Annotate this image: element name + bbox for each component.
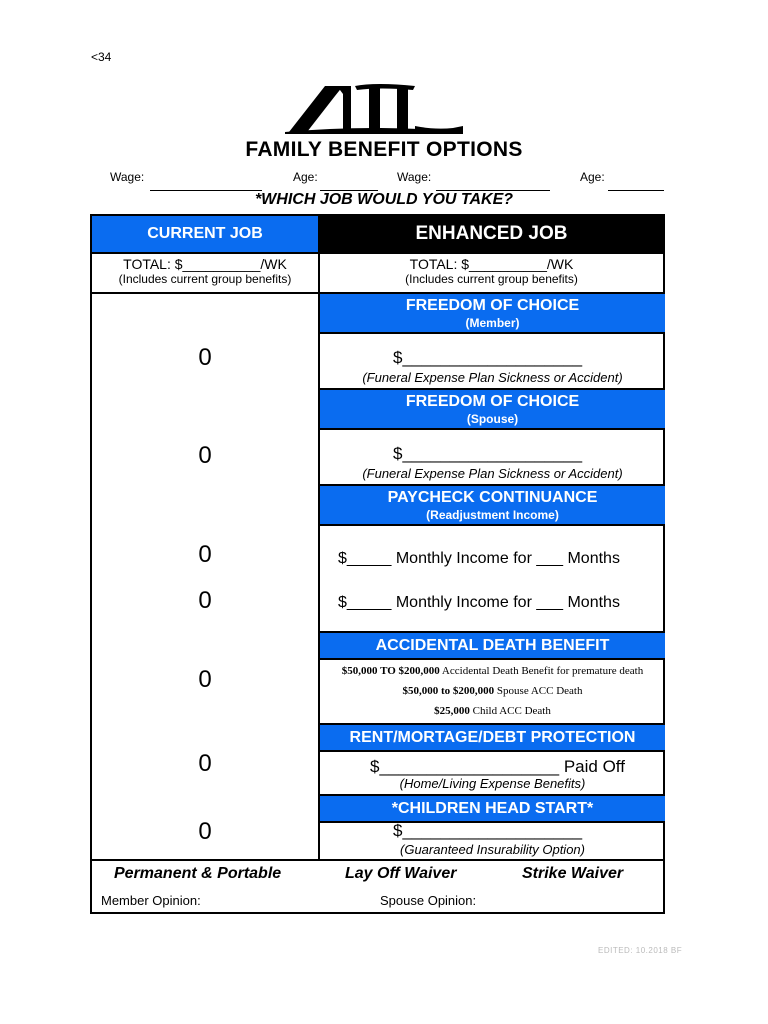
wage-label-2: Wage: — [397, 170, 432, 184]
header-divider — [90, 252, 665, 254]
paycheck-header — [320, 484, 665, 526]
enhanced-total-note: (Includes current group benefits) — [405, 272, 578, 286]
company-logo — [285, 82, 465, 134]
enhanced-total — [320, 257, 663, 287]
foc-spouse-title: FREEDOM OF CHOICE — [405, 393, 580, 410]
foc-spouse-amount-field[interactable]: $___________________ — [393, 444, 583, 463]
accidental-header — [320, 631, 665, 660]
enhanced-total-line: TOTAL: $__________/WK — [409, 256, 574, 272]
footer-divider — [90, 859, 665, 861]
current-total-note: (Includes current group benefits) — [118, 272, 292, 286]
children-note: (Guaranteed Insurability Option) — [400, 842, 585, 857]
rent-note: (Home/Living Expense Benefits) — [399, 776, 586, 791]
paycheck-income-line-2[interactable]: $_____ Monthly Income for ___ Months — [338, 594, 620, 611]
member-opinion-label: Member Opinion: — [101, 893, 201, 908]
permanent-portable-label: Permanent & Portable — [114, 865, 282, 882]
current-total-divider — [90, 292, 320, 294]
strike-waiver-label: Strike Waiver — [522, 865, 624, 882]
paycheck-current-value-2: 0 — [198, 587, 212, 614]
page-title: FAMILY BENEFIT OPTIONS — [245, 138, 523, 161]
rent-header — [320, 723, 665, 752]
children-amount-field[interactable]: $___________________ — [393, 821, 583, 840]
foc-member-header — [320, 292, 665, 334]
spouse-opinion-label: Spouse Opinion: — [380, 893, 477, 908]
foc-spouse-current-value: 0 — [198, 442, 212, 469]
enhanced-job-header: ENHANCED JOB — [320, 216, 663, 252]
accidental-details — [320, 661, 665, 721]
accidental-current-value: 0 — [198, 666, 212, 693]
layoff-waiver-label: Lay Off Waiver — [345, 865, 457, 882]
age-label-2: Age: — [580, 170, 605, 184]
accidental-line-3: $25,000 Child ACC Death — [434, 705, 551, 717]
wage-field-1[interactable] — [150, 173, 262, 191]
rent-current-value: 0 — [198, 750, 212, 777]
foc-member-current-value: 0 — [198, 344, 212, 371]
accidental-title: ACCIDENTAL DEATH BENEFIT — [375, 637, 610, 654]
current-job-header: CURRENT JOB — [92, 216, 318, 252]
foc-spouse-note: (Funeral Expense Plan Sickness or Accident) — [362, 466, 623, 481]
foc-member-note: (Funeral Expense Plan Sickness or Accident) — [362, 370, 623, 385]
age-label-1: Age: — [293, 170, 318, 184]
current-total-line: TOTAL: $__________/WK — [123, 256, 287, 272]
children-header — [320, 794, 665, 823]
rent-amount-field[interactable]: $___________________ Paid Off — [370, 757, 625, 776]
rent-title: RENT/MORTAGE/DEBT PROTECTION — [349, 729, 636, 746]
age-field-2[interactable] — [608, 173, 664, 191]
current-total — [92, 257, 318, 287]
paycheck-income-line-1[interactable]: $_____ Monthly Income for ___ Months — [338, 550, 620, 567]
corner-code: <34 — [91, 50, 112, 64]
job-question: *WHICH JOB WOULD YOU TAKE? — [254, 191, 514, 208]
accidental-line-1: $50,000 TO $200,000 Accidental Death Benefit for premature death — [341, 665, 644, 677]
foc-member-title: FREEDOM OF CHOICE — [405, 297, 580, 314]
paycheck-current-value-1: 0 — [198, 541, 212, 568]
foc-member-amount-field[interactable]: $___________________ — [393, 348, 583, 367]
foc-member-sub: (Member) — [465, 316, 520, 330]
children-title: *CHILDREN HEAD START* — [391, 800, 594, 817]
foc-spouse-sub: (Spouse) — [466, 412, 519, 426]
wage-field-2[interactable] — [436, 173, 550, 191]
paycheck-sub: (Readjustment Income) — [426, 508, 559, 522]
age-field-1[interactable] — [320, 173, 378, 191]
children-current-value: 0 — [198, 818, 212, 845]
wage-label-1: Wage: — [110, 170, 145, 184]
accidental-line-2: $50,000 to $200,000 Spouse ACC Death — [402, 685, 583, 697]
foc-spouse-header — [320, 388, 665, 430]
paycheck-title: PAYCHECK CONTINUANCE — [387, 489, 598, 506]
edited-stamp: EDITED: 10.2018 BF — [598, 946, 683, 955]
